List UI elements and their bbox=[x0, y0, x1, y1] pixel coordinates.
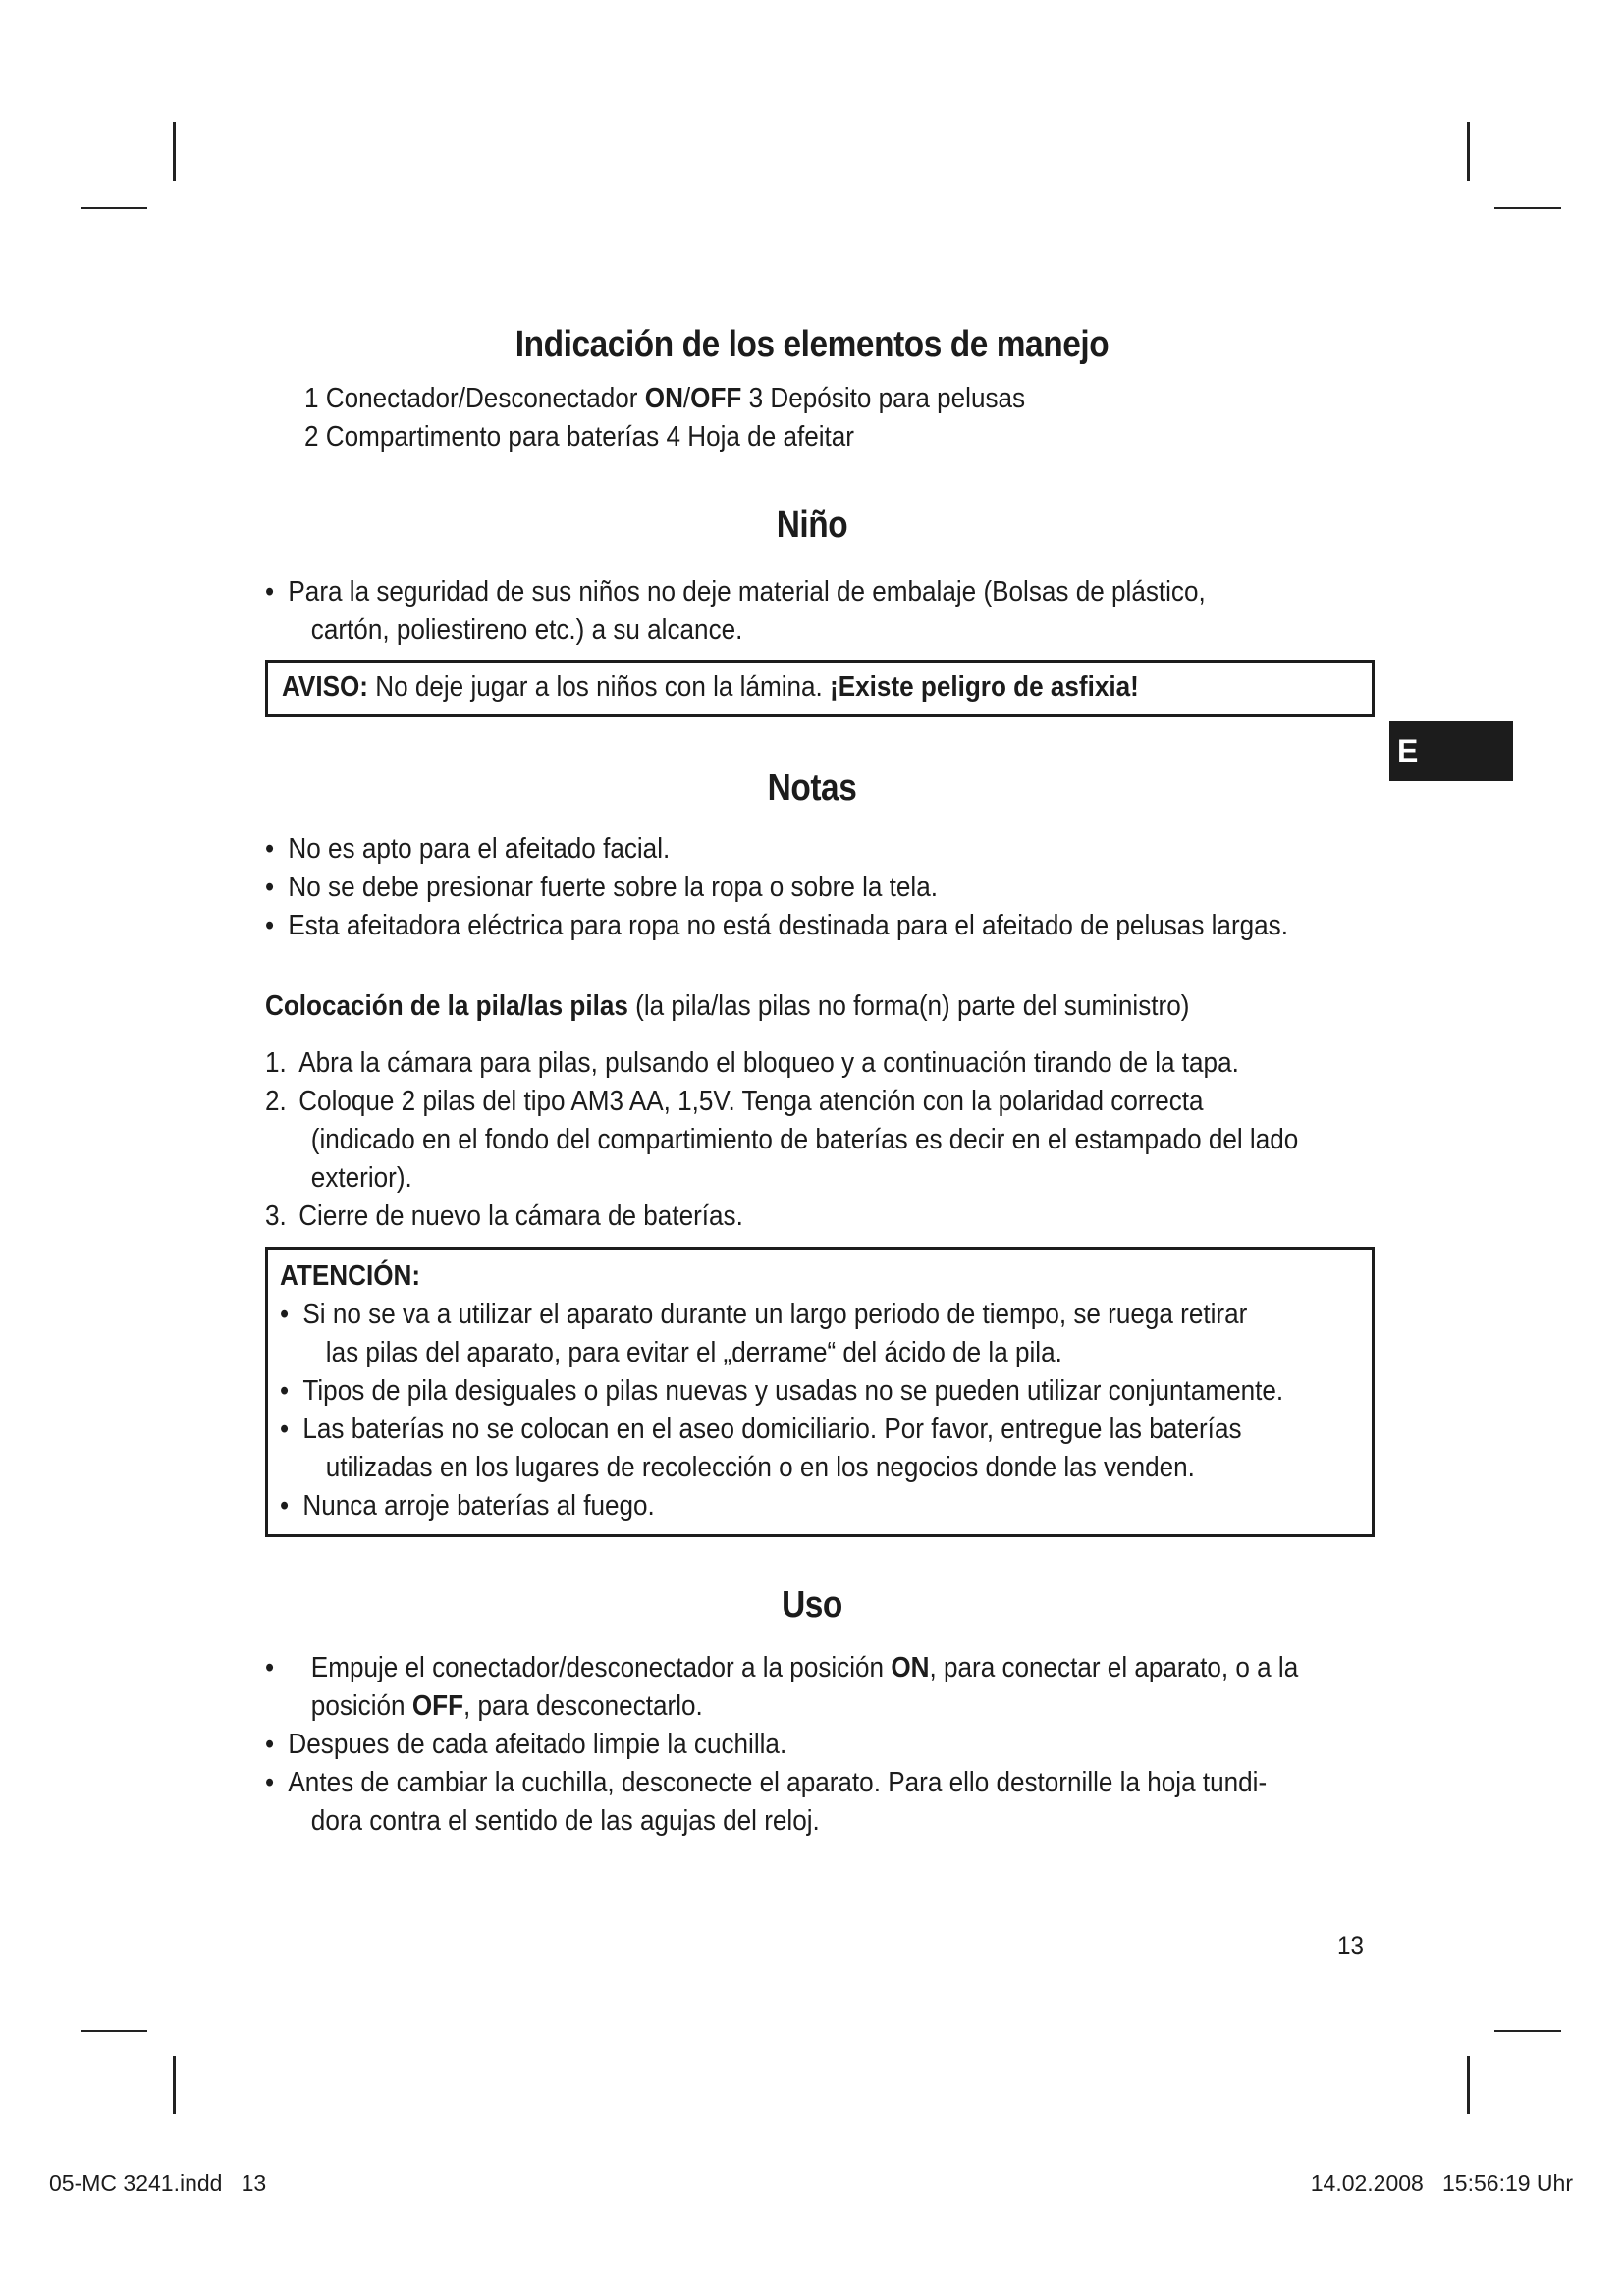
crop-mark bbox=[1494, 207, 1561, 209]
list-item: • Antes de cambiar la cuchilla, desconecte el aparato. Para ello destornille la hoja tundi- bbox=[265, 1767, 1268, 1798]
atencion-title: ATENCIÓN: bbox=[280, 1260, 421, 1292]
section-title-nino: Niño bbox=[776, 505, 848, 546]
controls-line-2: 2 Compartimento para baterías 4 Hoja de afeitar bbox=[304, 421, 855, 453]
list-item: • No es apto para el afeitado facial. bbox=[265, 833, 671, 865]
aviso-text: No deje jugar a los niños con la lámina. bbox=[367, 671, 831, 703]
crop-mark bbox=[81, 2030, 147, 2032]
nino-bullet: • Para la seguridad de sus niños no deje material de embalaje (Bolsas de plástico, cartón, poliestireno etc.) a su alcance. bbox=[265, 573, 1206, 650]
pilas-heading: Colocación de la pila/las pilas (la pila/las pilas no forma(n) parte del suministro) bbox=[265, 990, 1190, 1022]
list-item: • Despues de cada afeitado limpie la cuchilla. bbox=[265, 1729, 787, 1760]
crop-mark bbox=[1467, 122, 1470, 181]
aviso-emphasis: ¡Existe peligro de asfixia! bbox=[830, 671, 1139, 703]
controls-line-1: 1 Conectador/Desconectador ON/OFF 3 Depósito para pelusas bbox=[304, 383, 1026, 414]
aviso-label: AVISO: bbox=[282, 671, 368, 703]
section-title-uso: Uso bbox=[782, 1584, 842, 1626]
crop-mark bbox=[173, 122, 176, 181]
footer-timestamp: 14.02.2008 15:56:19 Uhr bbox=[1310, 2170, 1573, 2196]
crop-mark bbox=[1467, 2056, 1470, 2114]
list-item: • Tipos de pila desiguales o pilas nuevas y usadas no se pueden utilizar conjuntamente. bbox=[280, 1375, 1284, 1407]
list-item: • Empuje el conectador/desconectador a la posición ON, para conectar el aparato, o a la bbox=[265, 1652, 1299, 1683]
step-2: 2. Coloque 2 pilas del tipo AM3 AA, 1,5V. Tenga atención con la polaridad correcta bbox=[265, 1086, 1204, 1117]
step-3: 3. Cierre de nuevo la cámara de baterías. bbox=[265, 1201, 743, 1232]
footer-file-info: 05-MC 3241.indd 13 bbox=[49, 2170, 267, 2196]
page-number: 13 bbox=[1337, 1931, 1365, 1960]
crop-mark bbox=[1494, 2030, 1561, 2032]
crop-mark bbox=[173, 2056, 176, 2114]
list-item: • No se debe presionar fuerte sobre la ropa o sobre la tela. bbox=[265, 872, 939, 903]
notas-list bbox=[265, 830, 1288, 945]
bullet-dot: • bbox=[265, 576, 275, 608]
list-item: • Las baterías no se colocan en el aseo domiciliario. Por favor, entregue las baterías bbox=[280, 1414, 1242, 1445]
list-item: • Nunca arroje baterías al fuego. bbox=[280, 1490, 655, 1522]
step-1: 1. Abra la cámara para pilas, pulsando el bloqueo y a continuación tirando de la tapa. bbox=[265, 1047, 1239, 1079]
crop-mark bbox=[81, 207, 147, 209]
language-tab: E bbox=[1389, 721, 1513, 781]
pilas-steps: 1. Abra la cámara para pilas, pulsando el bloqueo y a continuación tirando de la tapa. 2. Coloque 2 pilas del tipo AM3 AA, 1,5V. Tenga atención con la polaridad correcta (indicado en el fondo del compartimiento de baterías es decir en el estampado del lado exterior). 3. Cierre de nuevo la cámara de baterías. bbox=[265, 1044, 1298, 1236]
warning-box-atencion: ATENCIÓN: • Si no se va a utilizar el aparato durante un largo periodo de tiempo, se ruega retirar las pilas del aparato, para evitar el „derrame“ del ácido de la pila. • Tipos de pila desiguales o pilas nuevas y usadas no se pueden utilizar conjuntamente. • Las baterías no se colocan en el aseo domiciliario. Por favor, entregue las baterías utilizadas en los lugares de recolección o en los negocios donde las venden. • Nunca arroje baterías al fuego. bbox=[265, 1247, 1375, 1537]
list-item: • Esta afeitadora eléctrica para ropa no está destinada para el afeitado de pelusas largas. bbox=[265, 910, 1288, 941]
section-title-notas: Notas bbox=[767, 768, 857, 809]
section-title-controls: Indicación de los elementos de manejo bbox=[514, 324, 1110, 365]
uso-list: • Empuje el conectador/desconectador a la posición ON, para conectar el aparato, o a la posición OFF, para desconectarlo. • Despues de cada afeitado limpie la cuchilla. • Antes de cambiar la cuchilla, desconecte el aparato. Para ello destornille la hoja tundi- dora contra el sentido de las agujas del reloj. bbox=[265, 1649, 1298, 1841]
controls-list bbox=[304, 380, 1025, 456]
list-item: • Si no se va a utilizar el aparato durante un largo periodo de tiempo, se ruega retirar bbox=[280, 1299, 1248, 1330]
warning-box-aviso bbox=[265, 660, 1375, 717]
